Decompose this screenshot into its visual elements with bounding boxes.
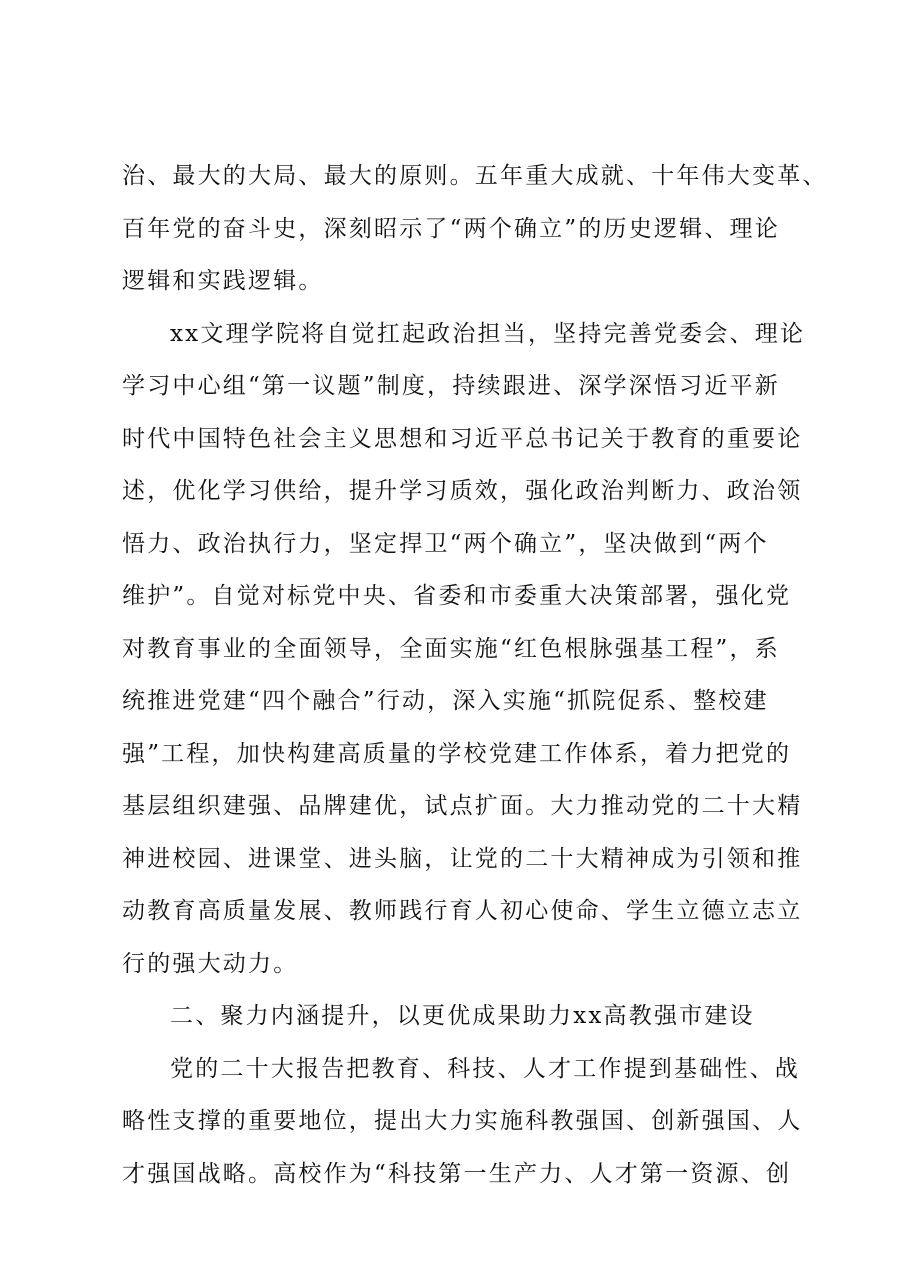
paragraph-first-line: 党的二十大报告把教育、科技、人才工作提到基础性、战 <box>170 1055 800 1082</box>
text-line: 动教育高质量发展、教师践行育人初心使命、学生立德立志立 <box>122 898 803 924</box>
text-line: 悟力、政治执行力，坚定捍卫“两个确立”，坚决做到“两个 <box>122 530 769 557</box>
text-line: 基层组织建强、品牌建优，试点扩面。大力推动党的二十大精 <box>122 793 803 819</box>
section-heading: 二、聚力内涵提升，以更优成果助力xx高教强市建设 <box>170 1003 755 1029</box>
text-line: 神进校园、进课堂、进头脑，让党的二十大精神成为引领和推 <box>122 845 803 872</box>
text-line: 百年党的奋斗史，深刻昭示了“两个确立”的历史逻辑、理论 <box>122 215 780 242</box>
text-line: 对教育事业的全面领导，全面实施“红色根脉强基工程”，系 <box>122 635 780 662</box>
text-line: 逻辑和实践逻辑。 <box>122 268 324 294</box>
text-line: 行的强大动力。 <box>122 950 299 977</box>
paragraph-first-line: xx文理学院将自觉扛起政治担当，坚持完善党委会、理论 <box>170 320 806 347</box>
text-line: 学习中心组“第一议题”制度，持续跟进、深学深悟习近平新 <box>122 373 780 399</box>
text-line: 维护”。自觉对标党中央、省委和市委重大决策部署，强化党 <box>122 583 792 609</box>
body-text <box>122 150 828 1200</box>
text-line: 才强国战略。高校作为“科技第一生产力、人才第一资源、创 <box>122 1160 792 1187</box>
text-line: 述，优化学习供给，提升学习质效，强化政治判断力、政治领 <box>122 478 803 504</box>
text-line: 强”工程，加快构建高质量的学校党建工作体系，着力把党的 <box>122 740 792 767</box>
text-line: 统推进党建“四个融合”行动，深入实施“抓院促系、整校建 <box>122 688 769 714</box>
text-line: 时代中国特色社会主义思想和习近平总书记关于教育的重要论 <box>122 425 803 452</box>
text-line: 略性支撑的重要地位，提出大力实施科教强国、创新强国、人 <box>122 1108 803 1134</box>
text-line: 治、最大的大局、最大的原则。五年重大成就、十年伟大变革、 <box>122 163 828 189</box>
